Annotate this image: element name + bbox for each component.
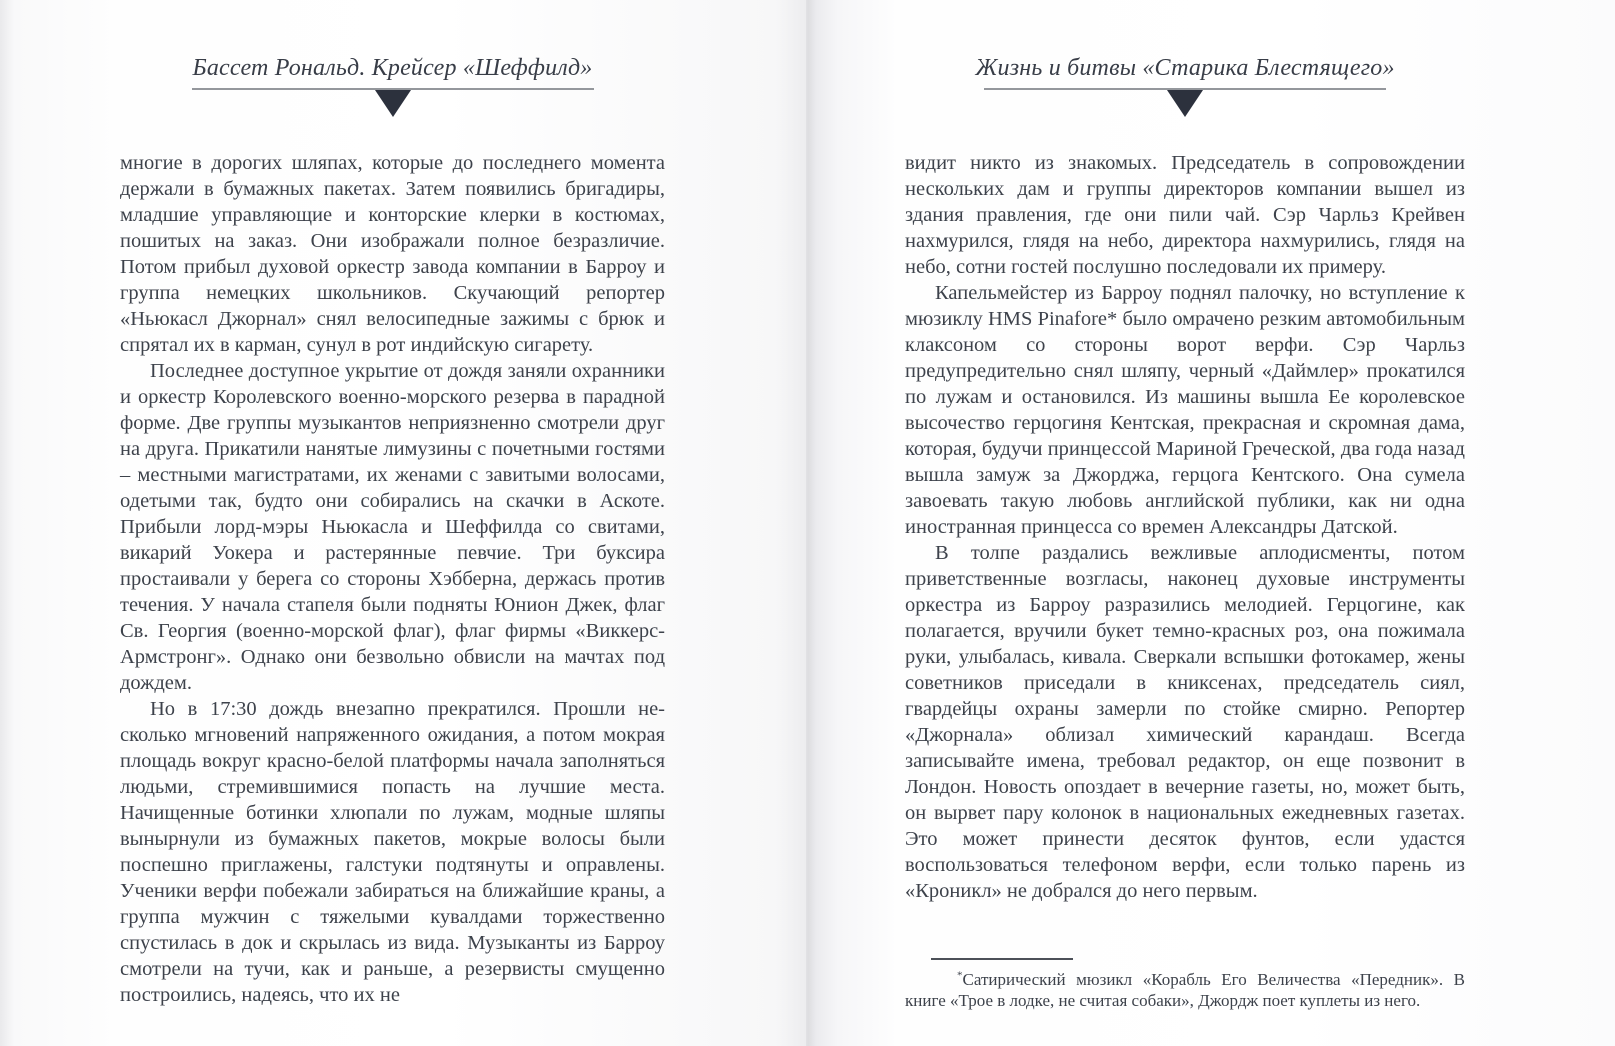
footnote-body: Сатирический мюзикл «Корабль Его Величества «Передник». В книге «Трое в лодке, не считая собаки», Джордж поет куплеты из него.	[905, 970, 1465, 1010]
page-body-left	[120, 150, 665, 1008]
footnote	[905, 958, 1465, 1011]
footnote-text	[905, 969, 1465, 1011]
triangle-marker-icon	[1167, 90, 1203, 117]
running-header-title: Бассет Рональд. Крейсер «Шеффилд»	[192, 55, 593, 81]
running-header-title: Жизнь и битвы «Старика Блестящего»	[975, 55, 1395, 81]
running-header-left	[120, 54, 665, 117]
footnote-marker: *	[957, 969, 963, 982]
page-right	[808, 0, 1615, 1046]
footnote-separator	[931, 958, 1073, 960]
running-header-right	[905, 54, 1465, 117]
paragraph: видит никто из знакомых. Председатель в сопровождении нескольких дам и группы директоров компании вышел из здания правления, где они пили чай. Сэр Чарльз Крейвен нахмурился, глядя на небо, директора нахмурились, глядя на небо, сотни гостей послушно последовали их примеру.	[905, 152, 1465, 278]
paragraph: В толпе раздались вежливые аплодисменты, потом приветственные возгласы, наконец духовые инструменты оркестра из Барроу разразились мелодией. Герцогине, как полагается, вручили букет темно-красных роз, она пожимала руки, улыбалась, кивала. Сверкали вспышки фотокамер, жены советников приседали в книксенах, председатель сиял, гвардейцы охраны замерли по стойке смирно. Репортер «Джорнала» облизал химический карандаш. Всегда записывайте имена, требовал редактор, он еще позвонит в Лондон. Новость опоздает в вечерние газеты, но, может быть, он вырвет пару колонок в национальных ежедневных газетах. Это может принести десяток фунтов, если удастся воспользоваться телефоном верфи, если только парень из «Кроникл» не добрался до него первым.	[905, 542, 1465, 902]
paragraph: Но в 17:30 дождь внезапно прекратился. Прошли несколько мгновений напряженного ожидания, а потом мокрая площадь вокруг красно-белой платформы начала заполняться людьми, стремившимися попасть на лучшие места. Начищенные ботинки хлюпали по лужам, модные шляпы вынырнули из бумажных пакетов, мокрые волосы были поспешно приглажены, галстуки подтянуты и оправлены. Ученики верфи побежали забираться на ближайшие краны, а группа мужчин с тяжелыми кувалдами торжественно спустилась в док и скрылась из вида. Музыканты из Барроу смотрели на тучи, как и раньше, а резервисты смущенно построились, надеясь, что их не	[120, 698, 665, 1006]
page-body-right	[905, 150, 1465, 904]
paragraph: Капельмейстер из Барроу поднял палочку, но вступление к мюзиклу HMS Pinafore* было омрачено резким автомобильным клаксоном со стороны ворот верфи. Сэр Чарльз предупредительно снял шляпу, черный «Даймлер» прокатился по лужам и остановился. Из машины вышла Ее королевское высочество герцогиня Кентская, прекрасная и скромная дама, которая, будучи принцессой Мариной Греческой, два года назад вышла замуж за Джорджа, герцога Кентского. Она сумела завоевать такую любовь английской публики, как ни одна иностранная принцесса со времен Александры Датской.	[905, 282, 1465, 538]
paragraph: многие в дорогих шляпах, которые до последнего момента держали в бумажных пакетах. Затем появились бригадиры, младшие управляющие и конторские клерки в костюмах, пошитых на заказ. Они изображали полное безразличие. Потом прибыл духовой оркестр завода компании в Барроу и группа немецких школьников. Скучающий репортер «Ньюкасл Джорнал» снял велосипедные зажимы с брюк и спрятал их в карман, сунул в рот индийскую сигарету.	[120, 152, 665, 356]
triangle-marker-icon	[375, 90, 411, 117]
paragraph: Последнее доступное укрытие от дождя заняли охранники и оркестр Королевского военно-морского резерва в парадной форме. Две группы музыкантов неприязненно смотрели друг на друга. Прикатили нанятые лимузины с почетными гостями – местными магистратами, их женами с завитыми волосами, одетыми так, будто они собирались на скачки в Аскоте. Прибыли лорд-мэры Ньюкасла и Шеффилда со свитами, викарий Уокера и растерянные певчие. Три буксира простаивали у берега со стороны Хэбберна, держась против течения. У начала стапеля были подняты Юнион Джек, флаг Св. Георгия (военно-морской флаг), флаг фирмы «Виккерс-Армстронг». Однако они безвольно обвисли на мачтах под дождем.	[120, 360, 665, 694]
